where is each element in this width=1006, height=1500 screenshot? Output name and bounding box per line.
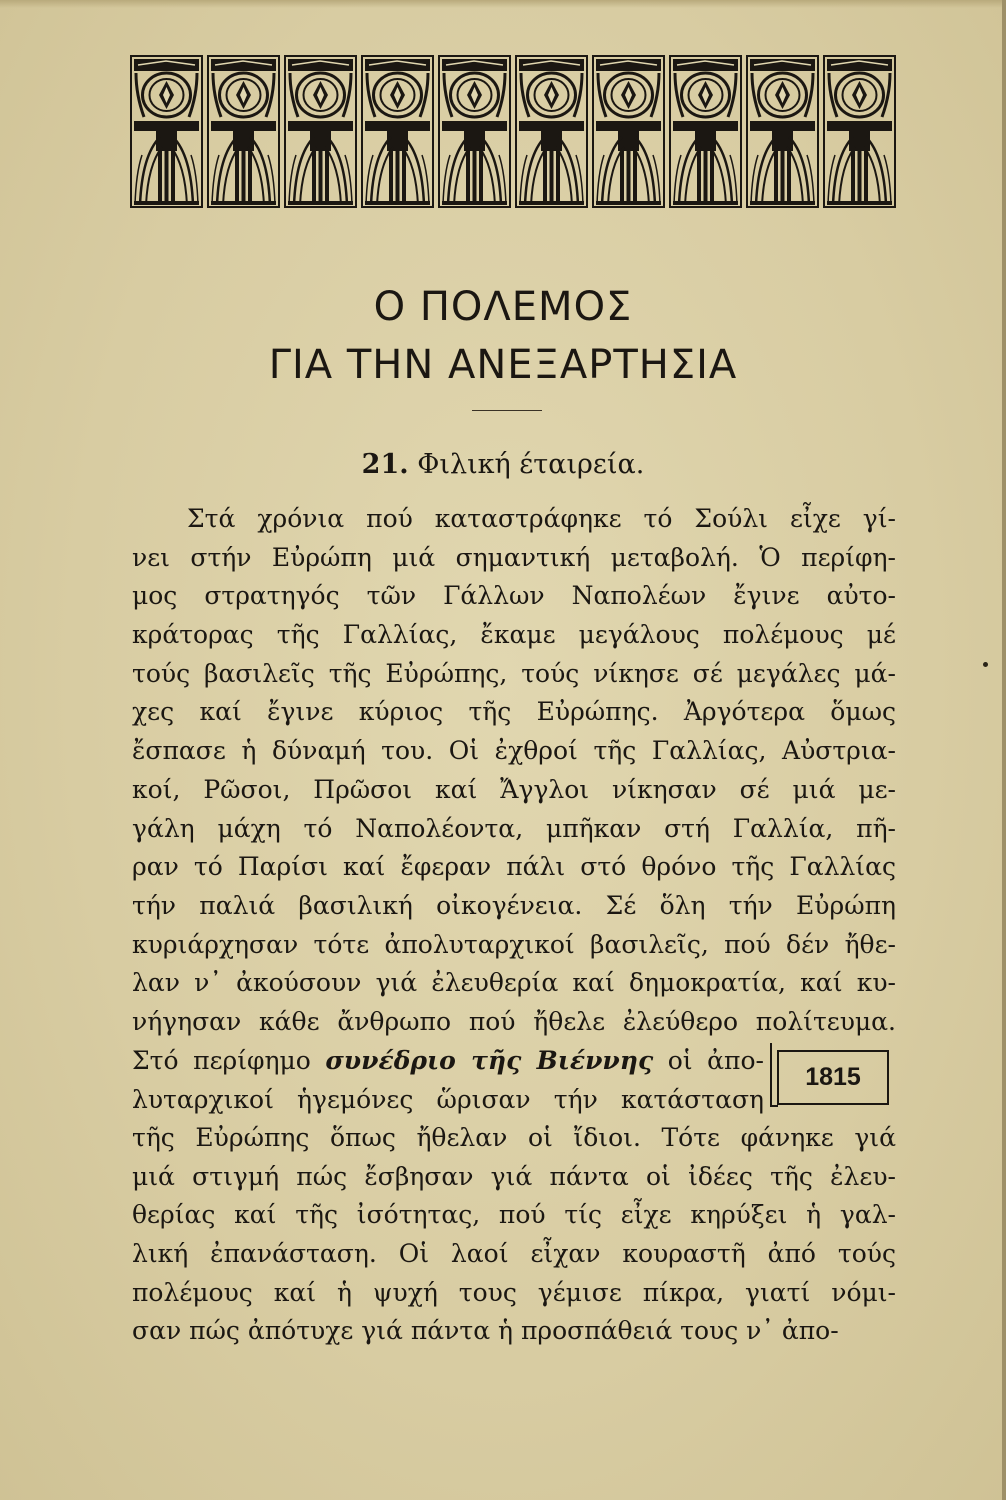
- text-line: νει στήν Εὐρώπη μιά σημαντική μεταβολή. Ὁ περίφη-: [132, 542, 896, 572]
- ornament-tile: [823, 55, 896, 208]
- ornament-tile: [130, 55, 203, 208]
- page-right-edge: [1002, 0, 1006, 1500]
- text-line: ἔσπασε ἡ δύναμή του. Οἱ ἐχθροί τῆς Γαλλίας, Αὐστρια-: [132, 736, 896, 766]
- emphasis-congress-of-vienna: συνέδριο τῆς Βιέννης: [325, 1046, 654, 1075]
- margin-year-box: 1815: [777, 1050, 889, 1105]
- paper-speck: [983, 662, 988, 667]
- ornament-tile: [438, 55, 511, 208]
- text-line: ραν τό Παρίσι καί ἔφεραν πάλι στό θρόνο τῆς Γαλλίας: [132, 852, 896, 882]
- paragraph-block-2: [132, 1119, 896, 1351]
- chapter-title-line-2: ΓΙΑ ΤΗΝ ΑΝΕΞΑΡΤΗΣΙΑ: [268, 342, 738, 388]
- text-fragment: οἱ ἀπο-: [653, 1046, 764, 1075]
- text-line: τήν παλιά βασιλική οἰκογένεια. Σέ ὅλη τήν Εὐρώπη: [132, 890, 896, 920]
- decorative-header-ornament: [130, 55, 896, 208]
- text-line: λυταρχικοί ἡγεμόνες ὥρισαν τήν κατάσταση: [132, 1084, 764, 1114]
- margin-bracket-vertical: [770, 1043, 772, 1105]
- text-line: τῆς Εὐρώπης ὅπως ἤθελαν οἱ ἴδιοι. Τότε φάνηκε γιά: [132, 1123, 896, 1152]
- ornament-tile: [284, 55, 357, 208]
- text-line: Στά χρόνια πού καταστράφηκε τό Σούλι εἶχε γί-: [187, 504, 896, 533]
- title-divider: [472, 410, 542, 411]
- page-top-edge: [0, 0, 1006, 8]
- text-line: μος στρατηγός τῶν Γάλλων Ναπολέων ἔγινε αὐτο-: [132, 581, 896, 611]
- ornament-tile: [207, 55, 280, 208]
- section-number: 21.: [361, 449, 409, 480]
- margin-bracket-horizontal: [770, 1105, 778, 1107]
- text-fragment: Στό περίφημο: [132, 1046, 326, 1075]
- text-line: κοί, Ρῶσοι, Πρῶσοι καί Ἄγγλοι νίκησαν σέ μιά με-: [132, 774, 896, 804]
- text-line: θερίας καί τῆς ἰσότητας, πού τίς εἶχε κηρύξει ἡ γαλ-: [132, 1200, 896, 1230]
- chapter-title-line-1: Ο ΠΟΛΕΜΟΣ: [373, 284, 633, 330]
- ornament-tile: [592, 55, 665, 208]
- text-line: τούς βασιλεῖς τῆς Εὐρώπης, τούς νίκησε σέ μεγάλες μά-: [132, 658, 896, 688]
- paragraph-block-1: [132, 500, 896, 1042]
- text-line: γάλη μάχη τό Ναπολέοντα, μπῆκαν στή Γαλλία, πῆ-: [132, 813, 896, 843]
- ornament-tile: [361, 55, 434, 208]
- text-line: νήγησαν κάθε ἄνθρωπο πού ἤθελε ἐλεύθερο πολίτευμα.: [132, 1006, 896, 1036]
- text-line: πολέμους καί ἡ ψυχή τους γέμισε πίκρα, γιατί νόμι-: [132, 1277, 896, 1307]
- section-heading: [0, 447, 1006, 483]
- text-line: μιά στιγμή πώς ἔσβησαν γιά πάντα οἱ ἰδέες τῆς ἐλευ-: [132, 1161, 896, 1191]
- section-title: Φιλική έταιρεία.: [417, 449, 645, 480]
- ornament-tile: [515, 55, 588, 208]
- ornament-tile: [669, 55, 742, 208]
- text-line: λική ἐπανάσταση. Οἱ λαοί εἶχαν κουραστῆ ἀπό τούς: [132, 1239, 896, 1269]
- chapter-title: [0, 278, 1006, 394]
- text-line: κυριάρχησαν τότε ἀπολυταρχικοί βασιλεῖς, πού δέν ἤθε-: [132, 929, 896, 959]
- text-line: σαν πώς ἀπότυχε γιά πάντα ἡ προσπάθειά τους ν᾽ ἀπο-: [132, 1316, 839, 1346]
- text-line-with-emphasis: [132, 1042, 764, 1081]
- ornament-tile: [746, 55, 819, 208]
- text-line: λαν ν᾽ ἀκούσουν γιά ἐλευθερία καί δημοκρατία, καί κυ-: [132, 968, 896, 998]
- text-line: κράτορας τῆς Γαλλίας, ἔκαμε μεγάλους πολέμους μέ: [132, 620, 896, 650]
- text-line: χες καί ἔγινε κύριος τῆς Εὐρώπης. Ἀργότερα ὅμως: [132, 697, 896, 727]
